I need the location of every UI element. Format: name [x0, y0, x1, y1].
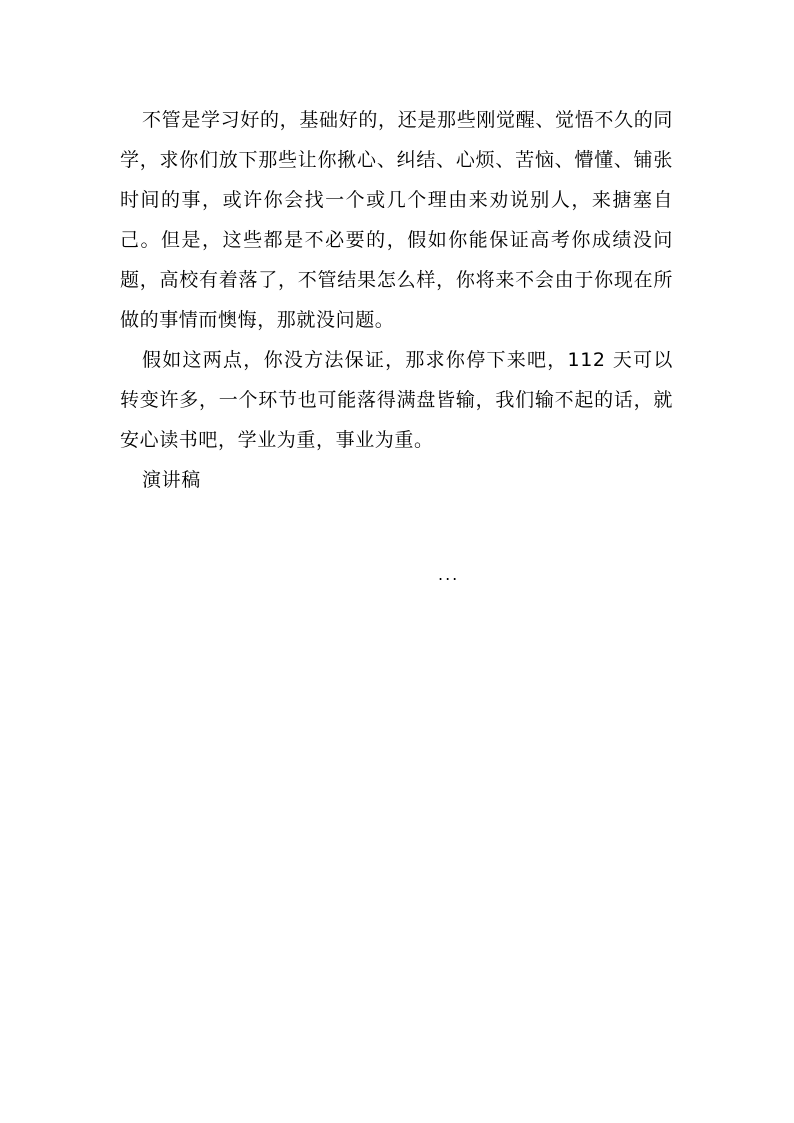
page-ellipsis: ...	[438, 565, 460, 584]
document-body	[120, 100, 673, 500]
paragraph-2: 假如这两点，你没方法保证，那求你停下来吧，112 天可以转变许多，一个环节也可能落得满盘皆输，我们输不起的话，就安心读书吧，学业为重，事业为重。	[120, 349, 673, 451]
paragraph-1: 不管是学习好的，基础好的，还是那些刚觉醒、觉悟不久的同学，求你们放下那些让你揪心、纠结、心烦、苦恼、懵懂、铺张时间的事，或许你会找一个或几个理由来劝说别人，来搪塞自己。但是，这些都是不必要的，假如你能保证高考你成绩没问题，高校有着落了，不管结果怎么样，你将来不会由于你现在所做的事情而懊悔，那就没问题。	[120, 109, 673, 331]
paragraph-3: 演讲稿	[142, 469, 201, 491]
